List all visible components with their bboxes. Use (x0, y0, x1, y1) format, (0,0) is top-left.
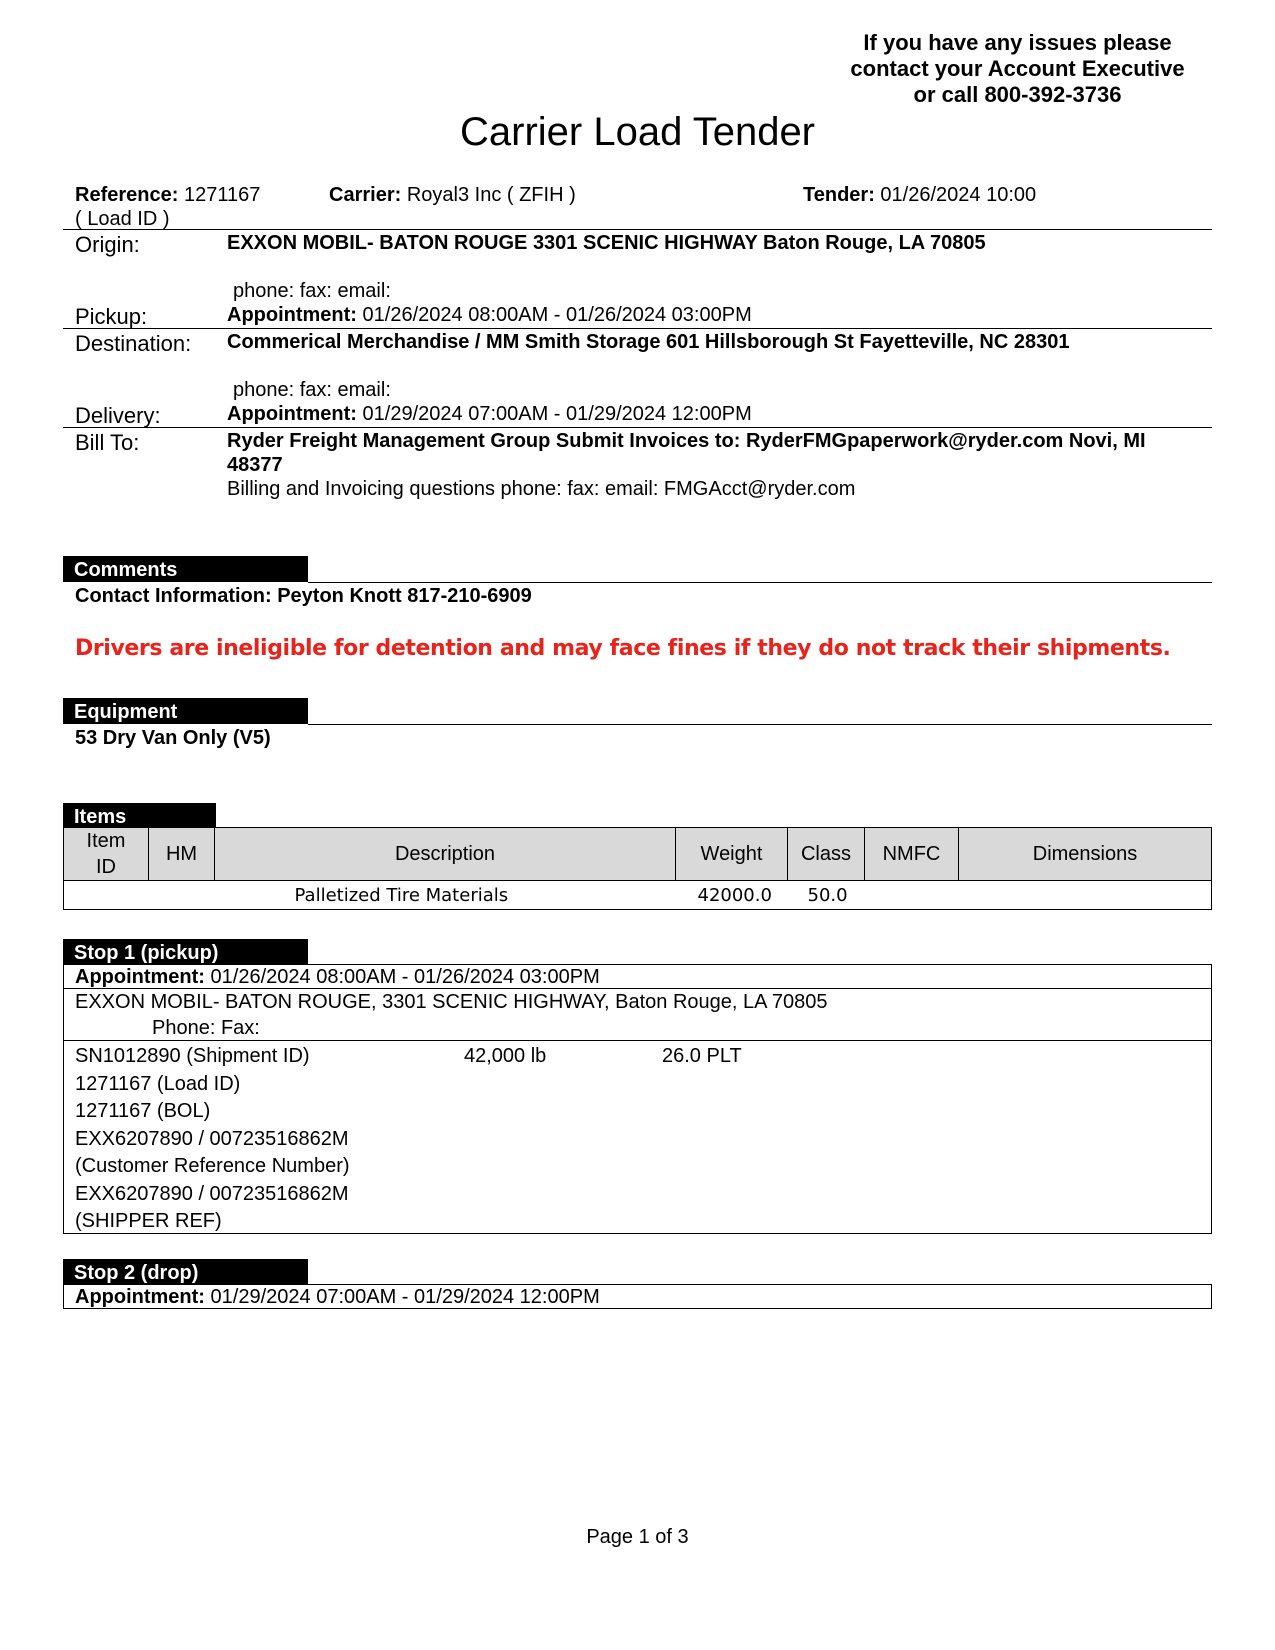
origin-label: Origin: (75, 232, 140, 257)
origin-address: EXXON MOBIL- BATON ROUGE 3301 SCENIC HIGHWAY Baton Rouge, LA 70805 (227, 232, 986, 254)
equipment-value: 53 Dry Van Only (V5) (75, 727, 271, 749)
stop1-appt-value: 01/26/2024 08:00AM - 01/26/2024 03:00PM (210, 966, 600, 988)
contact-line-2: contact your Account Executive (850, 56, 1185, 81)
page-title: Carrier Load Tender (459, 110, 816, 154)
stop1-appt-label: Appointment: (75, 966, 205, 988)
contact-line-1: If you have any issues please (863, 30, 1172, 55)
delivery-label: Delivery: (75, 403, 161, 428)
reference-sub: ( Load ID ) (75, 208, 170, 230)
destination-label: Destination: (75, 331, 192, 356)
items-table (63, 827, 1212, 910)
stop1-phone-fax: Phone: Fax: (152, 1017, 260, 1039)
cell-nmfc (865, 881, 959, 910)
stop1-shipper-ref: EXX6207890 / 00723516862M (75, 1183, 349, 1205)
divider (308, 582, 1212, 583)
cell-dimensions (959, 881, 1212, 910)
stop1-customer-ref-label: (Customer Reference Number) (75, 1155, 350, 1177)
col-class: Class (788, 828, 865, 881)
cell-item-id (64, 881, 149, 910)
carrier-label: Carrier: (329, 184, 402, 206)
comments-contact: Contact Information: Peyton Knott 817-210-6909 (75, 585, 532, 607)
billto-line-2: 48377 (227, 454, 283, 476)
tracking-warning: Drivers are ineligible for detention and may face fines if they do not track their shipments. (75, 636, 1171, 661)
tender-label: Tender: (803, 184, 875, 206)
cell-hm (149, 881, 215, 910)
reference-value: 1271167 (183, 184, 261, 206)
stop1-load-id: 1271167 (Load ID) (75, 1073, 241, 1095)
col-nmfc: NMFC (865, 828, 959, 881)
stop2-box (63, 1284, 1212, 1309)
destination-contact: phone: fax: email: (233, 379, 391, 401)
stop1-shipment-id: SN1012890 (Shipment ID) (75, 1045, 310, 1067)
stop1-customer-ref: EXX6207890 / 00723516862M (75, 1128, 349, 1150)
divider (63, 328, 1212, 329)
tender-field (803, 183, 1036, 207)
comments-header: Comments (63, 556, 308, 582)
stop1-appointment (75, 965, 600, 989)
stop1-shipper-ref-label: (SHIPPER REF) (75, 1210, 222, 1232)
delivery-appointment (227, 402, 752, 426)
stop1-address: EXXON MOBIL- BATON ROUGE, 3301 SCENIC HIGHWAY, Baton Rouge, LA 70805 (75, 991, 828, 1013)
stop2-appointment (75, 1285, 600, 1309)
cell-description: Palletized Tire Materials (215, 881, 676, 910)
tender-value: 01/26/2024 10:00 (880, 184, 1037, 206)
billto-line-1: Ryder Freight Management Group Submit Invoices to: RyderFMGpaperwork@ryder.com Novi, MI (227, 430, 1146, 452)
destination-address: Commerical Merchandise / MM Smith Storage 601 Hillsborough St Fayetteville, NC 28301 (227, 331, 1070, 353)
stop1-appointment-row (64, 965, 1211, 989)
pickup-appt-label: Appointment: (227, 304, 357, 326)
reference-field (75, 183, 260, 207)
col-hm: HM (149, 828, 215, 881)
col-item-id (64, 828, 149, 881)
items-header: Items (63, 803, 216, 829)
carrier-value: Royal3 Inc ( ZFIH ) (406, 184, 576, 206)
col-item-id-line-2: ID (96, 856, 116, 878)
col-weight: Weight (676, 828, 788, 881)
cell-class: 50.0 (788, 881, 865, 910)
stop1-bol: 1271167 (BOL) (75, 1100, 211, 1122)
delivery-appt-label: Appointment: (227, 403, 357, 425)
contact-notice (840, 30, 1195, 108)
stop1-address-row (64, 989, 1211, 1041)
stop2-appt-value: 01/29/2024 07:00AM - 01/29/2024 12:00PM (210, 1286, 600, 1308)
stop2-appt-label: Appointment: (75, 1286, 205, 1308)
origin-contact: phone: fax: email: (233, 280, 391, 302)
stop2-header: Stop 2 (drop) (63, 1259, 308, 1285)
divider (63, 229, 1212, 230)
divider (63, 427, 1212, 428)
divider (308, 724, 1212, 725)
page-number: Page 1 of 3 (586, 1526, 689, 1548)
col-item-id-line-1: Item (86, 830, 126, 852)
items-header-row (64, 828, 1212, 881)
billto-label: Bill To: (75, 430, 140, 455)
stop1-header: Stop 1 (pickup) (63, 939, 308, 965)
table-row (64, 881, 1212, 910)
col-description: Description (215, 828, 676, 881)
reference-label: Reference: (75, 184, 179, 206)
stop1-weight: 42,000 lb (464, 1045, 547, 1067)
billto-line-3: Billing and Invoicing questions phone: fax: email: FMGAcct@ryder.com (227, 478, 856, 500)
col-dimensions: Dimensions (959, 828, 1212, 881)
pickup-appt-value: 01/26/2024 08:00AM - 01/26/2024 03:00PM (362, 304, 752, 326)
delivery-appt-value: 01/29/2024 07:00AM - 01/29/2024 12:00PM (362, 403, 752, 425)
pickup-appointment (227, 303, 752, 327)
equipment-header: Equipment (63, 698, 308, 724)
pickup-label: Pickup: (75, 304, 148, 329)
stop1-pallets: 26.0 PLT (662, 1045, 742, 1067)
stop1-box (63, 964, 1212, 1234)
cell-weight: 42000.0 (676, 881, 788, 910)
contact-line-3: or call 800-392-3736 (913, 82, 1122, 107)
carrier-field (329, 183, 576, 207)
